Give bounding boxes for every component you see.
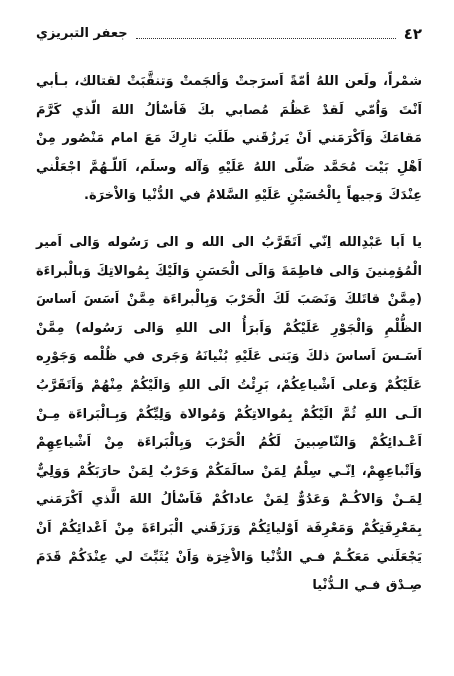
dotted-leader — [136, 38, 396, 39]
paragraph-1: شمْراً، ولَعن اللهُ أمّةً اَسرَجتْ وَألجَمتْ وَتنقَّبَتْ لقتالك، بـأبي اَنْتَ وَاُمّي لَقدْ عَظُمَ مُصابي بكَ فَأسْألُ اللهَ الّذي كَرَّمَ مَقامَكَ وَاَكْرَمَني اَنْ يَرزُقَني طَلَبَ ثارِكَ مَعَ امام مَنْصُور مِنْ اَهْلِ بَيْت مُحَمَّد صَلّى اللهُ عَلَيْهِ وَآله وسلَم، اَللّـهُمَّ اجْعَلْني عِنْدَكَ وَجيهاً بِالْحُسَيْنِ عَلَيْهِ السَّلامُ في الدُّنْيا وَالاْخرَة. — [36, 74, 422, 204]
running-header — [36, 20, 422, 42]
paragraph-2: يا اَبا عَبْدِالله اِنّي اَتَقَرَّبُ الى الله و الى رَسُوله وَالى اَمير الْمُؤمِنينَ وَالى فاطِمَةَ وَالَى الْحَسَنِ وَالَيْكَ بِمُوالاتِكَ وَبالْبراءَة (مِمَّنْ قاتَلكَ وَنَصَبَ لَكَ الْحَرْبَ وَبِالْبراءَة مِمَّنْ اَسَسَ اَساسَ الظُّلْمِ وَالْجَوْرِ عَلَيْكُمْ وَاَبرَأُ الى اللهِ وَالى رَسُوله) مِمَّنْ اَسَـسَ اَساسَ ذلكَ وَبَنى عَلَيْهِ بُنْيانَهُ وَجَرى في ظُلْمه وَجَوْرِه عَلَيْكُمْ وَعلى اَشْياعِكُمْ، بَرِئْتُ الَى اللهِ وَالَيْكُمْ مِنْهُمْ وَاَتَقَرَّبُ الَـى اللهِ ثُمَّ الَيْكُمْ بِمُوالاتِكُمْ وَمُوالاة وَلِيِّكُمْ وَبِـالْبَراءَة مِـنْ اَعْـدائِكُمْ وَالنّاصِبينَ لَكُمُ الْحَرْبَ وَبِالْبَراءَة مِنْ اَشْياعِهِمْ وَاَتْباعِهِمْ، اِنّـي سِلْمٌ لِمَنْ سالَمَكُمْ وَحَرْبٌ لِمَنْ حارَبَكُمْ وَوَلِيٌّ لِمَـنْ وَالاكُـمْ وَعَدُوٌّ لِمَنْ عاداكُمْ فَاَسْألُ اللهَ الَّذي اَكْرَمَني بِمَعْرِفَتِكُمْ وَمَعْرِفَة اَوْليائِكُمْ وَرَزَقَني الْبَراءَةَ مِنْ اَعْدائِكُمْ اَنْ يَجْعَلَني مَعَكُـمْ فـي الدُّنْيا وَالاْخِرَة وَاَنْ يُثَبِّتَ لي عِنْدَكُمْ قَدَمَ صِـدْق فـي الـدُّنْيا — [36, 234, 422, 594]
running-title: جعفر التبريزي — [36, 26, 128, 41]
book-page — [36, 20, 422, 660]
page-number: ٤٢ — [403, 25, 422, 43]
